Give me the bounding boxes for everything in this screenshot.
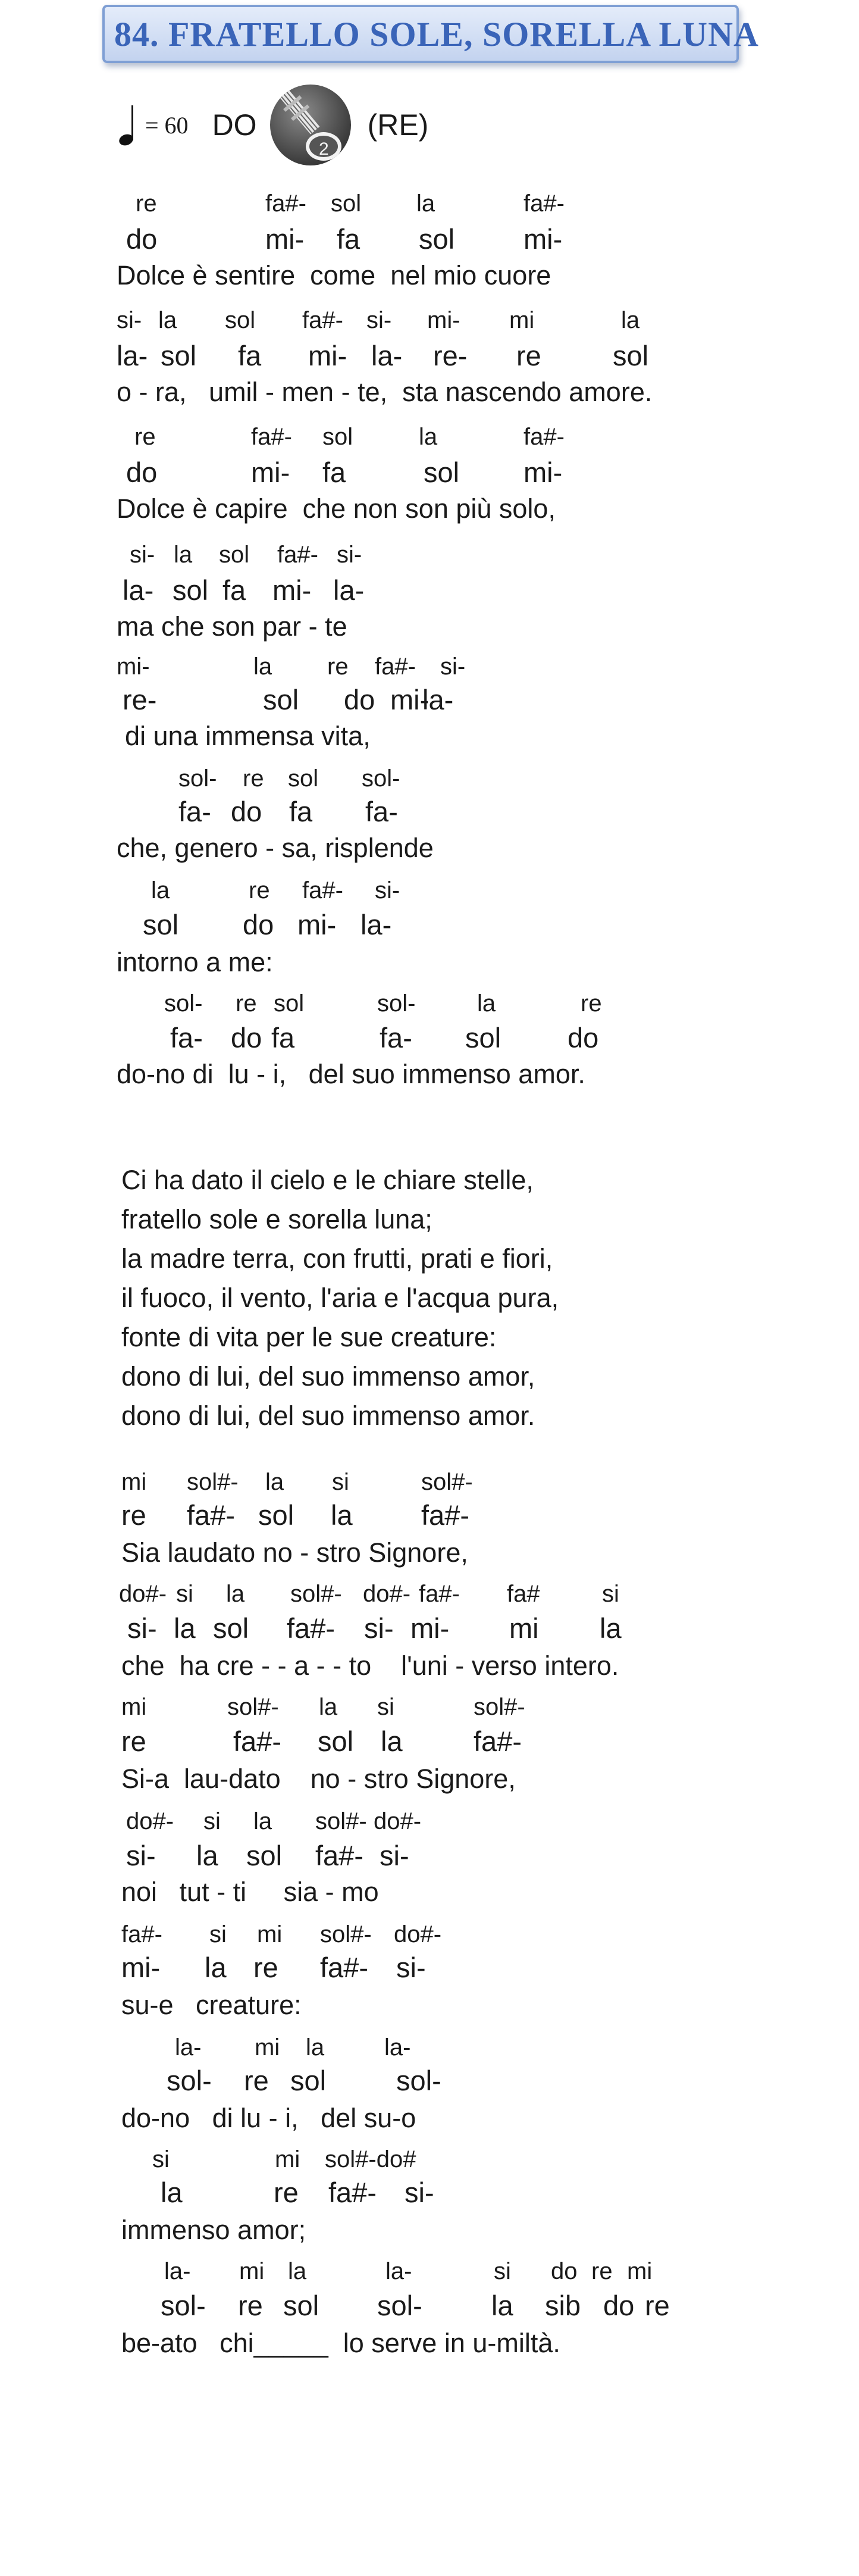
- note-text: la-: [123, 574, 154, 606]
- note-text: mi-: [251, 457, 290, 488]
- chord-text: re: [236, 990, 257, 1017]
- chord-text: la: [174, 542, 193, 568]
- chord-text: re: [243, 765, 264, 792]
- note-text: si-: [396, 1952, 426, 1983]
- chord-text: sol#-: [474, 1694, 525, 1720]
- chord-text: fa#-: [251, 424, 292, 450]
- note-text: re: [238, 2290, 263, 2321]
- lyric-text: intorno a me:: [117, 947, 273, 977]
- verse-line: dono di lui, del suo immenso amor.: [121, 1400, 535, 1431]
- note-text: la-: [422, 684, 454, 715]
- note-text: fa-: [380, 1022, 412, 1053]
- note-text: sol: [283, 2290, 319, 2321]
- note-text: fa: [271, 1022, 295, 1053]
- chord-text: la: [419, 424, 438, 450]
- note-text: do: [231, 1022, 262, 1053]
- chord-text: do#-: [119, 1581, 167, 1607]
- note-text: do: [603, 2290, 635, 2321]
- note-text: la: [205, 1952, 227, 1983]
- note-text: la: [174, 1612, 196, 1644]
- note-text: mi-: [523, 223, 563, 255]
- note-text: mi-: [410, 1612, 450, 1644]
- chord-text: sol#-: [421, 1469, 473, 1495]
- note-text: la-: [333, 574, 365, 606]
- note-text: sol: [263, 684, 299, 715]
- lyric-text: su-e creature:: [121, 1990, 302, 2020]
- chord-text: re: [327, 654, 349, 680]
- lyric-text: noi tut - ti sia - mo: [121, 1877, 379, 1907]
- chord-text: si: [176, 1581, 193, 1607]
- chord-text: sol-: [164, 990, 203, 1017]
- chord-text: do#-: [126, 1808, 174, 1834]
- chord-text: fa#-: [302, 307, 343, 333]
- chord-text: sol: [225, 307, 256, 333]
- chord-text: fa#-: [523, 190, 565, 217]
- chord-text: la-: [164, 2258, 191, 2284]
- chord-text: fa#-: [523, 424, 565, 450]
- chord-text: mi: [255, 2034, 280, 2061]
- note-text: sol: [419, 223, 455, 255]
- lyric-text: do-no di lu - i, del suo immenso amor.: [117, 1059, 585, 1089]
- chord-text: sol#-: [227, 1694, 279, 1720]
- chord-text: la: [477, 990, 496, 1017]
- capo-number: 2: [318, 139, 329, 159]
- note-text: re: [121, 1499, 146, 1531]
- key-alternate: (RE): [367, 108, 429, 142]
- chord-text: la: [621, 307, 640, 333]
- tempo-key-row: [118, 83, 428, 167]
- chord-text: mi: [275, 2146, 300, 2172]
- note-text: do: [344, 684, 375, 715]
- note-text: sol-: [377, 2290, 422, 2321]
- chord-text: si: [203, 1808, 221, 1834]
- verse-two: [121, 1161, 559, 1436]
- chord-text: sol#-do#: [325, 2146, 416, 2172]
- chord-text: si-: [337, 542, 362, 568]
- chord-text: sol-: [178, 765, 217, 792]
- note-text: re-: [123, 684, 157, 715]
- lyric-text: do-no di lu - i, del su-o: [121, 2103, 416, 2133]
- lyric-text: di una immensa vita,: [125, 721, 371, 751]
- chord-text: la: [265, 1469, 284, 1495]
- lyric-text: che, genero - sa, risplende: [117, 833, 434, 863]
- note-text: fa: [337, 223, 360, 255]
- note-text: mi-: [272, 574, 312, 606]
- chord-text: la-: [384, 2034, 411, 2061]
- chord-text: sol#-: [187, 1469, 239, 1495]
- note-text: sib: [545, 2290, 581, 2321]
- chord-text: la: [319, 1694, 338, 1720]
- note-text: fa-: [178, 796, 211, 827]
- verse-line: Ci ha dato il cielo e le chiare stelle,: [121, 1165, 534, 1195]
- chord-text: sol: [274, 990, 305, 1017]
- verse-line: fonte di vita per le sue creature:: [121, 1322, 497, 1352]
- chord-text: do#-: [394, 1921, 442, 1947]
- note-text: mi-: [121, 1952, 161, 1983]
- chord-text: fa#-: [302, 877, 343, 904]
- note-text: do: [126, 223, 158, 255]
- chord-text: fa#-: [419, 1581, 460, 1607]
- note-text: sol: [143, 909, 179, 940]
- note-text: sol: [173, 574, 209, 606]
- note-text: fa: [289, 796, 313, 827]
- chord-text: do#-: [374, 1808, 422, 1834]
- note-text: sol: [258, 1499, 294, 1531]
- chord-text: si-: [366, 307, 392, 333]
- chord-text: si: [494, 2258, 511, 2284]
- chord-text: si: [209, 1921, 227, 1947]
- chord-text: mi: [257, 1921, 283, 1947]
- verse-line: la madre terra, con frutti, prati e fiori,: [121, 1243, 553, 1274]
- chord-text: sol: [219, 542, 250, 568]
- note-text: re-: [433, 340, 468, 371]
- note-text: sol: [318, 1725, 354, 1757]
- note-text: fa#-: [287, 1612, 335, 1644]
- note-text: mi-: [308, 340, 347, 371]
- note-text: re: [516, 340, 541, 371]
- note-text: sol: [246, 1840, 283, 1871]
- chord-text: fa#-: [277, 542, 318, 568]
- guitar-icon: [270, 85, 351, 165]
- note-text: fa#-: [328, 2177, 377, 2208]
- note-text: la: [381, 1725, 403, 1757]
- note-text: sol: [613, 340, 649, 371]
- chord-text: si-: [130, 542, 155, 568]
- lyric-text: Dolce è sentire come nel mio cuore: [117, 260, 551, 290]
- chord-text: la-: [175, 2034, 202, 2061]
- key-primary: DO: [212, 108, 257, 142]
- verse-line: fratello sole e sorella luna;: [121, 1204, 432, 1234]
- note-text: do: [568, 1022, 599, 1053]
- chord-text: re: [136, 190, 157, 217]
- note-text: re: [274, 2177, 299, 2208]
- note-text: mi: [509, 1612, 539, 1644]
- chord-text: mi: [121, 1469, 147, 1495]
- note-text: mi-: [265, 223, 305, 255]
- note-text: sol: [465, 1022, 501, 1053]
- verse-line: dono di lui, del suo immenso amor,: [121, 1361, 535, 1392]
- chord-text: sol: [322, 424, 353, 450]
- chord-text: do#-: [363, 1581, 411, 1607]
- note-text: re: [121, 1725, 146, 1757]
- chord-text: mi: [239, 2258, 265, 2284]
- note-text: fa#-: [320, 1952, 368, 1983]
- chord-text: la-: [385, 2258, 412, 2284]
- note-text: fa: [222, 574, 246, 606]
- chord-text: sol: [331, 190, 362, 217]
- lyric-text: immenso amor;: [121, 2215, 306, 2245]
- note-text: si-: [364, 1612, 394, 1644]
- chord-text: mi-: [117, 654, 150, 680]
- chord-text: mi: [509, 307, 535, 333]
- title-banner: [102, 5, 759, 63]
- chord-text: sol#-: [320, 1921, 372, 1947]
- chord-text: sol-: [377, 990, 416, 1017]
- chord-text: mi: [121, 1694, 147, 1720]
- chord-text: si: [602, 1581, 619, 1607]
- note-text: sol-: [396, 2065, 441, 2096]
- chord-text: re: [581, 990, 602, 1017]
- lyric-text: ma che son par - te: [117, 611, 347, 642]
- note-text: fa#-: [421, 1499, 469, 1531]
- guitar-capo-badge: [270, 85, 351, 165]
- chord-text: re: [249, 877, 270, 904]
- note-text: re: [244, 2065, 269, 2096]
- chord-text: mi: [627, 2258, 653, 2284]
- note-text: fa#-: [474, 1725, 522, 1757]
- lyric-text: Dolce è capire che non son più solo,: [117, 493, 556, 524]
- note-text: la: [331, 1499, 353, 1531]
- chord-text: do: [551, 2258, 578, 2284]
- chord-text: re: [591, 2258, 613, 2284]
- note-text: fa#-: [233, 1725, 281, 1757]
- chord-text: si: [152, 2146, 170, 2172]
- chord-text: fa#-: [265, 190, 306, 217]
- chord-text: la: [151, 877, 170, 904]
- chord-text: la: [288, 2258, 307, 2284]
- chord-text: la: [158, 307, 177, 333]
- chord-text: la: [416, 190, 435, 217]
- chord-text: re: [134, 424, 156, 450]
- note-text: si-: [405, 2177, 434, 2208]
- chord-text: sol#-: [290, 1581, 342, 1607]
- chord-text: la: [253, 654, 272, 680]
- note-text: sol-: [161, 2290, 206, 2321]
- chord-text: fa#: [507, 1581, 540, 1607]
- note-text: la-: [360, 909, 392, 940]
- chord-text: sol: [288, 765, 319, 792]
- note-text: si-: [380, 1840, 409, 1871]
- chord-text: sol#-: [315, 1808, 367, 1834]
- note-text: do: [126, 457, 158, 488]
- chord-text: la: [253, 1808, 272, 1834]
- note-text: sol-: [167, 2065, 212, 2096]
- chord-text: sol-: [362, 765, 400, 792]
- chord-text: fa#-: [375, 654, 416, 680]
- chord-text: si-: [117, 307, 142, 333]
- note-text: fa-: [365, 796, 398, 827]
- chord-text: si: [377, 1694, 394, 1720]
- note-text: la: [161, 2177, 183, 2208]
- note-text: fa: [238, 340, 262, 371]
- chord-text: si: [332, 1469, 349, 1495]
- tempo-marking: = 60: [145, 111, 189, 139]
- chord-text: si-: [375, 877, 400, 904]
- note-text: la: [600, 1612, 622, 1644]
- note-text: re: [645, 2290, 670, 2321]
- chord-text: la: [306, 2034, 325, 2061]
- note-text: si-: [127, 1612, 157, 1644]
- note-text: mi-: [297, 909, 337, 940]
- note-text: mi-: [523, 457, 563, 488]
- note-text: fa-: [170, 1022, 203, 1053]
- note-text: do: [231, 796, 262, 827]
- note-text: la: [196, 1840, 218, 1871]
- note-text: mi-: [390, 684, 430, 715]
- note-text: la-: [117, 340, 148, 371]
- chord-text: si-: [440, 654, 466, 680]
- note-text: fa: [322, 457, 346, 488]
- lyric-text: be-ato chi_____ lo serve in u-miltà.: [121, 2328, 560, 2358]
- note-text: sol: [213, 1612, 249, 1644]
- lyric-text: che ha cre - - a - - to l'uni - verso intero.: [121, 1650, 619, 1681]
- note-text: re: [253, 1952, 278, 1983]
- note-text: la-: [371, 340, 403, 371]
- chord-text: fa#-: [121, 1921, 162, 1947]
- lyric-text: o - ra, umil - men - te, sta nascendo amore.: [117, 377, 653, 407]
- chord-text: mi-: [427, 307, 460, 333]
- note-text: do: [243, 909, 274, 940]
- note-text: sol: [290, 2065, 327, 2096]
- note-text: sol: [161, 340, 197, 371]
- note-text: fa#-: [315, 1840, 363, 1871]
- note-text: fa#-: [187, 1499, 235, 1531]
- song-title: 84. FRATELLO SOLE, SORELLA LUNA: [114, 14, 759, 54]
- lyric-text: Si-a lau-dato no - stro Signore,: [121, 1764, 516, 1794]
- quarter-note-icon: [118, 103, 142, 147]
- chord-text: la: [226, 1581, 245, 1607]
- note-text: sol: [424, 457, 460, 488]
- note-text: la: [491, 2290, 513, 2321]
- note-text: si-: [126, 1840, 156, 1871]
- lyric-text: Sia laudato no - stro Signore,: [121, 1537, 468, 1568]
- verse-line: il fuoco, il vento, l'aria e l'acqua pura,: [121, 1283, 559, 1313]
